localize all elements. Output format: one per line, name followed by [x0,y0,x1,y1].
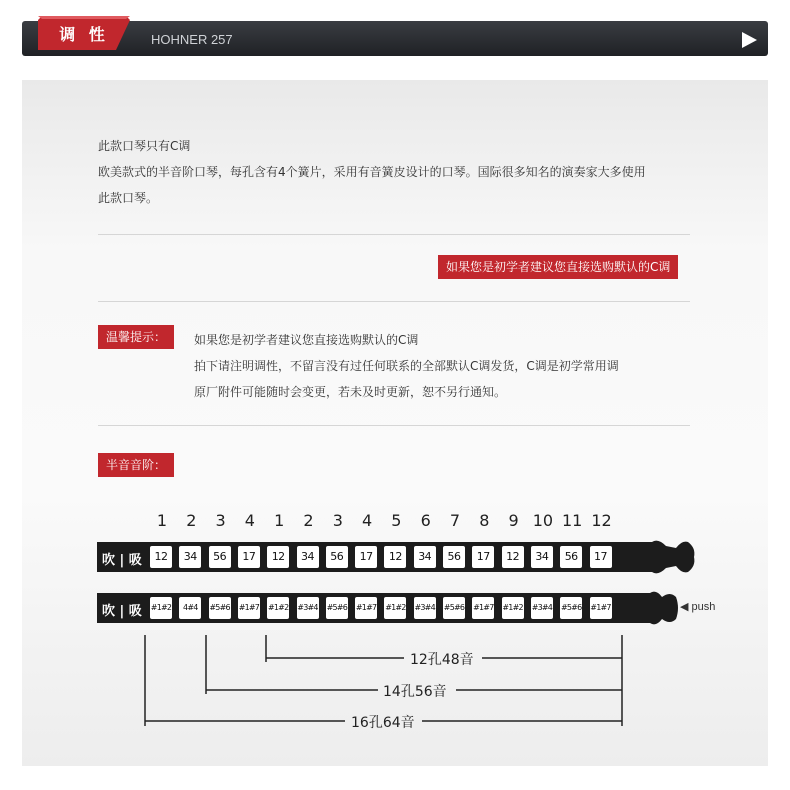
hole-number: 1 [274,511,285,530]
hole-number: 1 [156,511,168,530]
hole-number: 2 [303,511,314,530]
notice-line-3: 原厂附件可能随时会变更，若未及时更新，恕不另行通知。 [194,385,507,399]
note-cell: 17 [238,546,260,568]
note-cell: #1#2 [150,597,172,619]
intro-line-1: 此款口琴只有C调 [98,139,191,153]
hole-number: 11 [562,511,583,530]
notice-label: 温馨提示： [98,325,174,349]
note-cell: #1#2 [502,597,524,619]
intro-line-2: 欧美款式的半音阶口琴，每孔含有4个簧片，采用有音簧皮设计的口琴。国际很多知名的演奏家大多使用 [98,165,646,179]
note-cell: #1#2 [267,597,289,619]
hole-number: 6 [420,511,431,530]
note-cell: #5#6 [443,597,465,619]
header-tab-label: 调 性 [59,25,109,44]
row-1-label: 吹 | 吸 [102,553,142,568]
note-cell: 56 [326,546,348,568]
note-cell: 34 [297,546,319,568]
note-cell: 34 [179,546,201,568]
note-cell: 17 [472,546,494,568]
note-cell: 56 [443,546,465,568]
notice-line-1: 如果您是初学者建议您直接选购默认的C调 [194,333,419,347]
note-cell: 12 [150,546,172,568]
hole-number: 3 [332,511,343,530]
range-14-holes: 14孔56音 [383,684,447,700]
note-cell: #5#6 [326,597,348,619]
note-cell: 12 [384,546,406,568]
note-cell: 12 [267,546,289,568]
push-label: ◀ push [680,601,716,613]
note-cell: #3#4 [297,597,319,619]
advice-badge: 如果您是初学者建议您直接选购默认的C调 [438,255,678,279]
note-cell: 12 [502,546,524,568]
hole-number: 8 [479,511,490,530]
hole-number: 7 [449,511,461,530]
note-cell: #1#7 [590,597,612,619]
hole-number: 12 [591,511,612,530]
model-name: HOHNER 257 [151,32,233,47]
range-16-holes: 16孔64音 [351,715,415,731]
row-2-label: 吹 | 吸 [102,604,142,619]
note-cell: 56 [209,546,231,568]
hole-number: 2 [186,511,197,530]
hole-number: 10 [532,511,554,530]
note-cell: 34 [414,546,436,568]
hole-number: 3 [215,511,226,530]
hole-number: 4 [244,511,255,530]
notice-line-2: 拍下请注明调性，不留言没有过任何联系的全部默认C调发货，C调是初学常用调 [194,359,619,373]
note-cell: 34 [531,546,553,568]
intro-line-3: 此款口琴。 [98,191,159,205]
note-cell: #5#6 [209,597,231,619]
note-cell: #5#6 [560,597,582,619]
note-cell: 17 [590,546,612,568]
hole-number: 9 [508,511,519,530]
note-cell: 56 [560,546,582,568]
note-cell: #1#7 [472,597,494,619]
note-cell: #3#4 [531,597,553,619]
note-cell: #1#7 [238,597,260,619]
note-cell: #3#4 [414,597,436,619]
note-cell: 4#4 [179,597,201,619]
range-12-holes: 12孔48音 [410,652,474,668]
hole-number: 4 [362,511,373,530]
hole-number: 5 [391,511,402,530]
note-cell: 17 [355,546,377,568]
scale-label: 半音音阶： [98,453,174,477]
note-cell: #1#7 [355,597,377,619]
note-cell: #1#2 [384,597,406,619]
